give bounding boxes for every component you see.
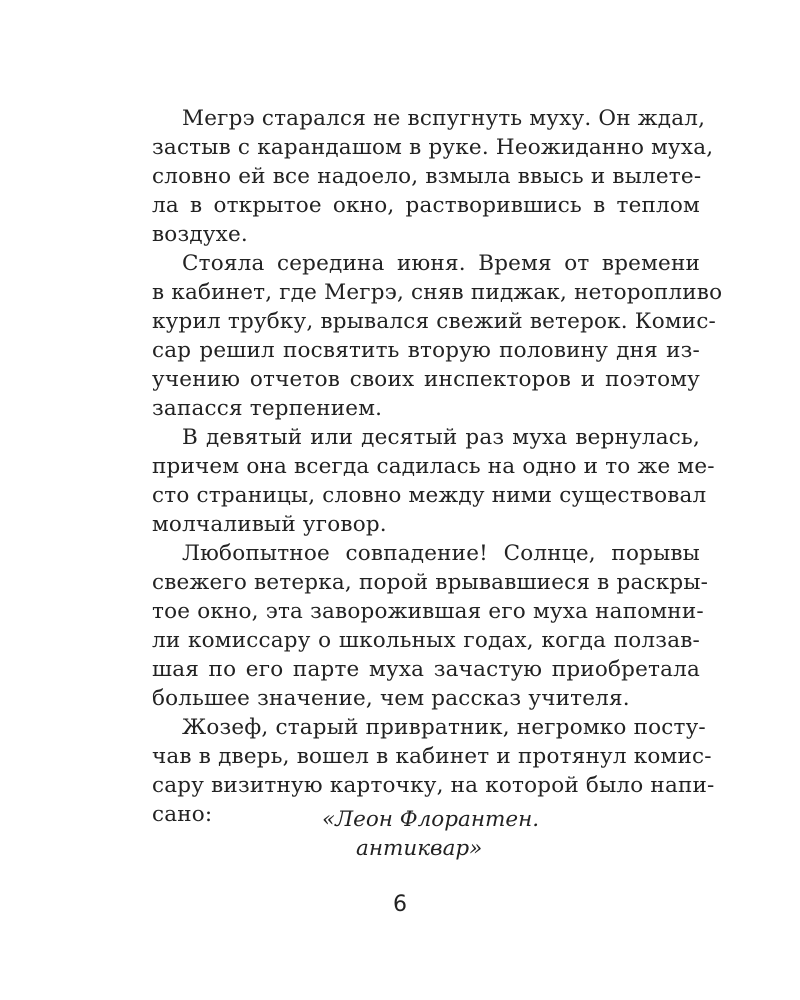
paragraph: [152, 539, 709, 713]
text-line: чав в дверь, вошел в кабинет и протянул комис-: [152, 744, 712, 769]
text-line: тое окно, эта заворожившая его муха напомни-: [152, 599, 704, 624]
text-line: молчаливый уговор.: [152, 512, 387, 537]
text-line: Жозеф, старый привратник, негромко посту-: [182, 715, 706, 740]
text-line: ли комиссару о школьных годах, когда ползав-: [152, 628, 700, 653]
text-line: учению отчетов своих инспекторов и поэтому: [152, 367, 700, 392]
text-line: сару визитную карточку, на которой было напи-: [152, 773, 715, 798]
paragraph: [152, 249, 723, 423]
text-line: воздухе.: [152, 222, 248, 247]
text-line: В девятый или десятый раз муха вернулась,: [182, 425, 700, 450]
text-line: словно ей все надоело, взмыла ввысь и вылете-: [152, 164, 702, 189]
text-line: причем она всегда садилась на одно и то же ме-: [152, 454, 715, 479]
text-line: ла в открытое окно, растворившись в теплом: [152, 193, 700, 218]
text-line: Стояла середина июня. Время от времени: [182, 251, 700, 276]
text-line: сано:: [152, 802, 213, 827]
text-line: запасся терпением.: [152, 396, 383, 421]
text-line: курил трубку, врывался свежий ветерок. Комис-: [152, 309, 717, 334]
card-line-profession: антиквар»: [356, 836, 483, 861]
body-text: [152, 104, 723, 829]
text-line: сар решил посвятить вторую половину дня из-: [152, 338, 700, 363]
text-line: большее значение, чем рассказ учителя.: [152, 686, 630, 711]
paragraph: [152, 423, 715, 539]
text-line: Любопытное совпадение! Солнце, порывы: [182, 541, 700, 566]
text-line: в кабинет, где Мегрэ, сняв пиджак, неторопливо: [152, 280, 723, 305]
text-line: сто страницы, словно между ними существовал: [152, 483, 707, 508]
text-line: застыв с карандашом в руке. Неожиданно муха,: [152, 135, 714, 160]
text-line: Мегрэ старался не вспугнуть муху. Он ждал,: [182, 106, 706, 131]
card-line-name: «Леон Флорантен.: [322, 807, 540, 832]
paragraph: [152, 104, 714, 249]
page-number: 6: [393, 892, 407, 917]
text-line: шая по его парте муха зачастую приобретала: [152, 657, 700, 682]
text-line: свежего ветерка, порой врывавшиеся в раскры-: [152, 570, 709, 595]
